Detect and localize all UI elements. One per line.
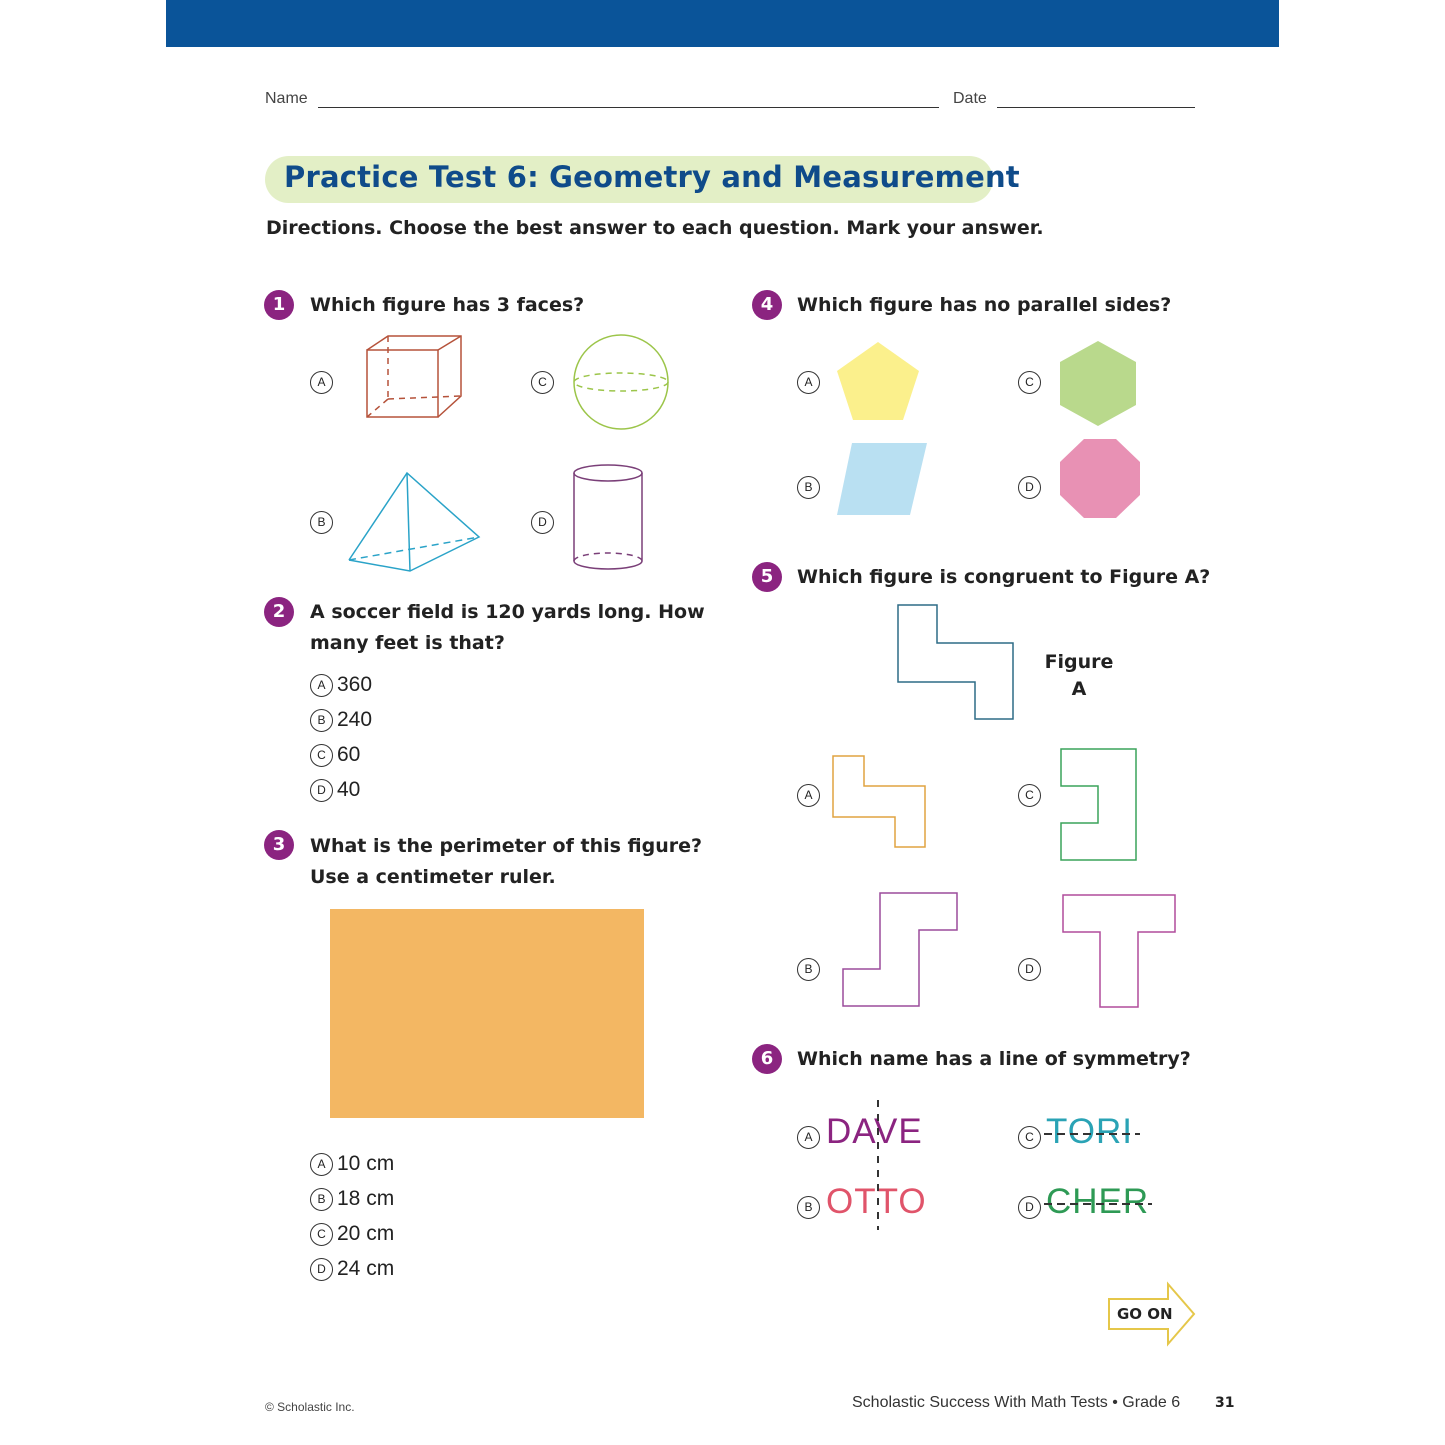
option-letter: D [310,779,333,802]
q4-option-a[interactable]: A [797,371,820,394]
q4-option-c[interactable]: C [1018,371,1041,394]
q1-option-a[interactable]: A [310,371,333,394]
symmetry-line-dashed [870,1100,882,1232]
question-6-text: Which name has a line of symmetry? [797,1048,1191,1070]
question-3-text-line1: What is the perimeter of this figure? [310,835,703,857]
orange-rectangle [330,909,644,1118]
q3-answer-c[interactable] [310,1222,394,1248]
question-number-badge: 5 [752,562,782,592]
q1-option-c[interactable]: C [531,371,554,394]
book-title: Scholastic Success With Math Tests • Grade 6 [852,1394,1181,1411]
q6-option-b[interactable]: B [797,1196,820,1219]
directions: Directions. Choose the best answer to each question. Mark your answer. [266,217,1044,239]
name-cher: CHER [1046,1182,1150,1221]
q2-answer-a[interactable] [310,673,372,699]
name-label: Name [265,90,308,107]
q2-answer-d[interactable] [310,778,360,804]
q6-option-c[interactable]: C [1018,1126,1041,1149]
question-4-text: Which figure has no parallel sides? [797,294,1172,316]
shape-option-a [830,753,930,851]
answer-value: 24 cm [337,1257,395,1280]
page-title: Practice Test 6: Geometry and Measurement [284,160,1020,194]
q4-option-d[interactable]: D [1018,476,1041,499]
date-field[interactable] [997,107,1195,108]
figure-a-label-line1: Figure [1044,651,1114,673]
q2-answer-c[interactable] [310,743,360,769]
option-letter: C [310,1223,333,1246]
octagon-icon [1058,438,1142,520]
q6-option-d[interactable]: D [1018,1196,1041,1219]
parallelogram-icon [835,442,929,516]
question-3-text-line2: Use a centimeter ruler. [310,866,556,888]
q5-option-b[interactable]: B [797,958,820,981]
answer-value: 40 [337,778,361,801]
q4-option-b[interactable]: B [797,476,820,499]
cylinder-icon [570,461,646,576]
shape-option-c [1058,746,1140,864]
pentagon-icon [835,340,921,422]
figure-a-shape [896,603,1018,723]
q3-answer-b[interactable] [310,1187,394,1213]
name-dave: DAVE [826,1112,923,1151]
option-letter: B [310,1188,333,1211]
answer-value: 20 cm [337,1222,395,1245]
figure-a-label-line2: A [1071,678,1087,700]
answer-value: 18 cm [337,1187,395,1210]
shape-option-b [840,890,962,1010]
cube-icon [360,330,470,425]
top-banner [166,0,1279,47]
question-number-badge: 3 [264,830,294,860]
sphere-icon [570,333,672,433]
name-tori: TORI [1046,1112,1133,1151]
name-otto: OTTO [826,1182,927,1221]
q6-option-a[interactable]: A [797,1126,820,1149]
question-1-text: Which figure has 3 faces? [310,294,585,316]
question-5-text: Which figure is congruent to Figure A? [797,566,1211,588]
hexagon-icon [1058,340,1138,428]
question-number-badge: 6 [752,1044,782,1074]
q5-option-c[interactable]: C [1018,784,1041,807]
q2-answer-b[interactable] [310,708,372,734]
q3-answer-a[interactable] [310,1152,394,1178]
q3-answer-d[interactable] [310,1257,394,1283]
date-label: Date [953,90,987,107]
q5-option-d[interactable]: D [1018,958,1041,981]
q1-option-d[interactable]: D [531,511,554,534]
symmetry-line-horizontal [1044,1190,1154,1220]
go-on-label: GO ON [1117,1305,1173,1323]
page-number: 31 [1215,1395,1235,1411]
option-letter: A [310,1153,333,1176]
question-2-text-line1: A soccer field is 120 yards long. How [310,601,705,623]
question-number-badge: 4 [752,290,782,320]
shape-option-d [1060,892,1180,1010]
answer-value: 60 [337,743,361,766]
symmetry-line-horizontal [1044,1120,1144,1150]
square-pyramid-icon [345,470,485,575]
q1-option-b[interactable]: B [310,511,333,534]
name-field[interactable] [318,107,939,108]
copyright: © Scholastic Inc. [265,1400,355,1414]
option-letter: A [310,674,333,697]
answer-value: 10 cm [337,1152,395,1175]
question-2-text-line2: many feet is that? [310,632,505,654]
question-number-badge: 2 [264,597,294,627]
answer-value: 240 [337,708,373,731]
option-letter: B [310,709,333,732]
q5-option-a[interactable]: A [797,784,820,807]
option-letter: C [310,744,333,767]
answer-value: 360 [337,673,373,696]
question-number-badge: 1 [264,290,294,320]
option-letter: D [310,1258,333,1281]
